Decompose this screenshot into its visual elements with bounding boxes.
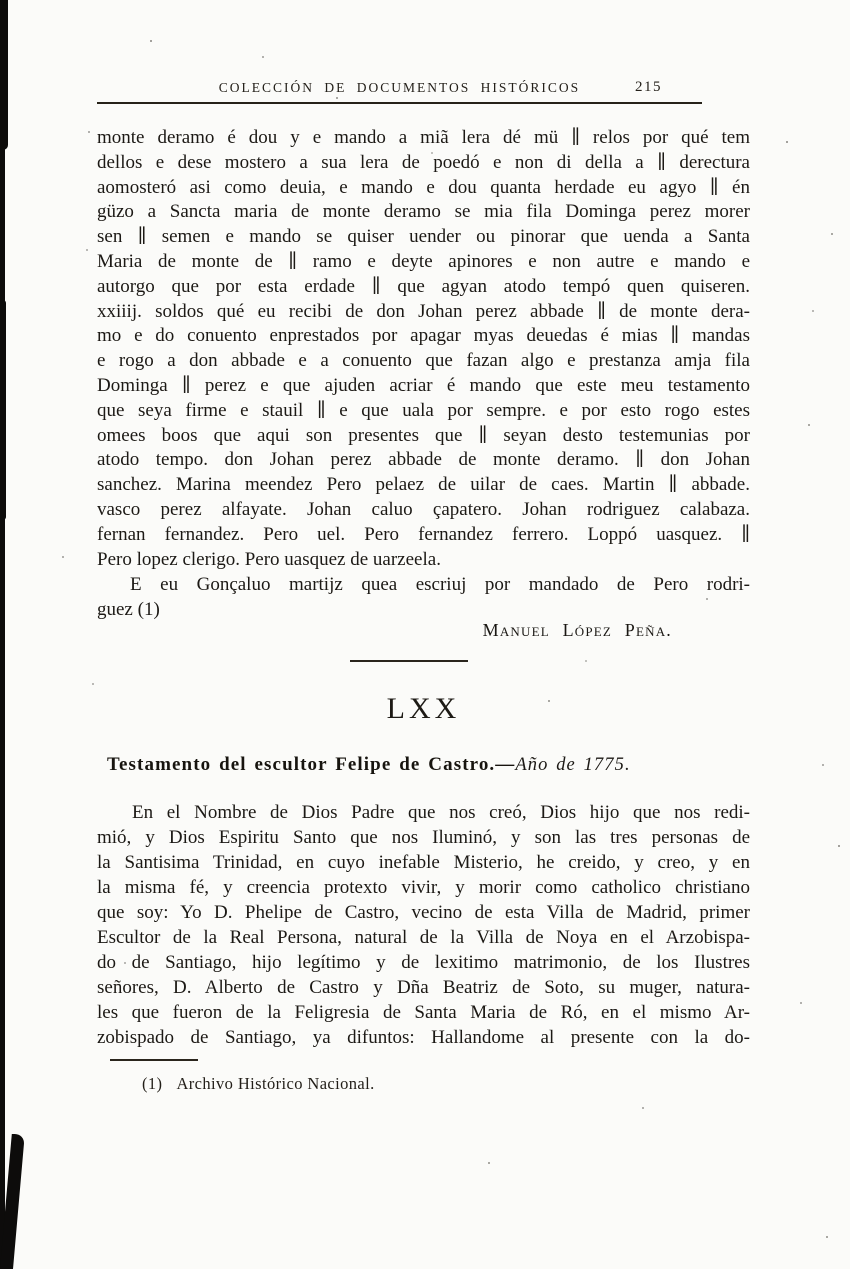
text-line: autorgo que por esta erdade ∥ que agyan atodo tempó quen quiseren. — [97, 275, 750, 297]
running-header — [97, 78, 702, 104]
text-line: atodo tempo. don Johan perez abbade de monte deramo. ∥ don Johan — [97, 449, 750, 471]
text-line: Dominga ∥ perez e que ajuden acriar é mando que este meu testamento — [97, 374, 750, 396]
scan-gutter-edge-mid — [0, 300, 6, 520]
footnote-marker: (1) — [142, 1073, 163, 1093]
text-line: do de Santiago, hijo legítimo y de lexitimo matrimonio, de los Ilustres — [97, 951, 750, 973]
footnote-text: Archivo Histórico Nacional. — [176, 1073, 375, 1093]
scribe-closing-paragraph — [97, 573, 750, 623]
text-line: aomosteró asi como deuia, e mando e dou quanta herdade eu agyo ∥ én — [97, 176, 750, 198]
text-line: Pero lopez clerigo. Pero uasquez de uarzeela. — [97, 548, 441, 570]
text-line: sanchez. Marina meendez Pero pelaez de uilar de caes. Martin ∥ abbade. — [97, 474, 750, 496]
page-body — [97, 126, 750, 1094]
text-line: vasco perez alfayate. Johan caluo çapatero. Johan rodriguez calabaza. — [97, 498, 750, 520]
text-line: En el Nombre de Dios Padre que nos creó, Dios hijo que nos redi- — [132, 801, 750, 823]
footnote — [142, 1074, 750, 1094]
text-line: la Santisima Trinidad, en cuyo inefable Misterio, he creido, y creo, y en — [97, 851, 750, 873]
page-number: 215 — [635, 79, 662, 95]
text-line: Escultor de la Real Persona, natural de la Villa de Noya en el Arzobispa- — [97, 926, 750, 948]
section-title-main: Testamento del escultor Felipe de Castro.— — [107, 753, 516, 775]
document-lxix-paragraph — [97, 126, 750, 572]
text-line: monte deramo é dou y e mando a miã lera dé mü ∥ relos por qué tem — [97, 127, 750, 148]
section-number-heading: LXX — [386, 691, 461, 725]
text-line: mo e do conuento enprestados por apagar myas deuedas é mias ∥ mandas — [97, 325, 750, 347]
scan-noise-specks — [0, 0, 2, 2]
text-line: la misma fé, y creencia protexto vivir, y morir como catholico christiano — [97, 876, 750, 898]
testament-paragraph — [97, 800, 750, 1050]
text-line: zobispado de Santiago, ya difuntos: Hallandome al presente con la do- — [97, 1026, 750, 1048]
scan-gutter-edge-top — [0, 0, 8, 150]
text-line: fernan fernandez. Pero uel. Pero fernandez ferrero. Loppó uasquez. ∥ — [97, 523, 750, 545]
text-line: que seya firme e stauil ∥ e que uala por sempre. e por esto rogo estes — [97, 399, 750, 421]
text-line: sen ∥ semen e mando se quiser uender ou pinorar que uenda a Santa — [97, 226, 750, 248]
text-line: E eu Gonçaluo martijz quea escriuj por mandado de Pero rodri- — [130, 574, 750, 596]
scan-gutter-edge — [0, 0, 5, 1269]
section-title-year: Año de 1775. — [515, 754, 631, 775]
text-line: Maria de monte de ∥ ramo e deyte apinores e non autre e mando e — [97, 250, 750, 272]
text-line: mió, y Dios Espiritu Santo que nos Iluminó, y son las tres personas de — [97, 826, 750, 848]
text-line: que soy: Yo D. Phelipe de Castro, vecino de esta Villa de Madrid, primer — [97, 901, 750, 923]
text-line: guez (1) — [97, 599, 160, 621]
footnote-rule — [110, 1059, 198, 1061]
text-line: xxiiij. soldos qué eu recibi de don Johan perez abbade ∥ de monte dera- — [97, 300, 750, 322]
transcriber-signature: Manuel López Peña. — [482, 619, 672, 640]
text-line: dellos e dese mostero a sua lera de poedó e non di della a ∥ derectura — [97, 151, 750, 173]
text-line: güzo a Sancta maria de monte deramo se mia fila Dominga perez morer — [97, 201, 750, 223]
text-line: e rogo a don abbade e a conuento que fazan algo e prestanza amja fila — [97, 350, 750, 372]
section-divider-rule — [350, 660, 468, 662]
text-line: señores, D. Alberto de Castro y Dña Beatriz de Soto, su muger, natura- — [97, 976, 750, 998]
text-line: omees boos que aqui son presentes que ∥ seyan desto testemunias por — [97, 424, 750, 446]
section-title — [107, 753, 750, 777]
running-title: COLECCIÓN DE DOCUMENTOS HISTÓRICOS — [218, 80, 581, 95]
text-line: les que fueron de la Feligresia de Santa Maria de Ró, en el mismo Ar- — [97, 1001, 750, 1023]
